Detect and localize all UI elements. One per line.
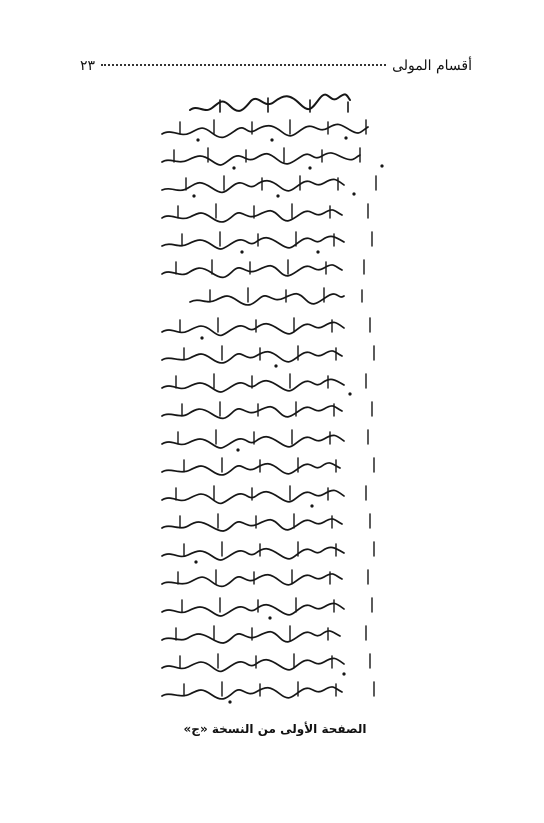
running-title: أقسام المولى [392, 58, 472, 74]
figure-caption: الصفحة الأولى من النسخة «ج» [183, 722, 367, 736]
dot-leader [101, 64, 386, 66]
page-number: ٢٣ [80, 58, 96, 74]
manuscript-facsimile [150, 92, 402, 720]
handwritten-manuscript-image [150, 92, 402, 720]
running-header [80, 58, 472, 80]
